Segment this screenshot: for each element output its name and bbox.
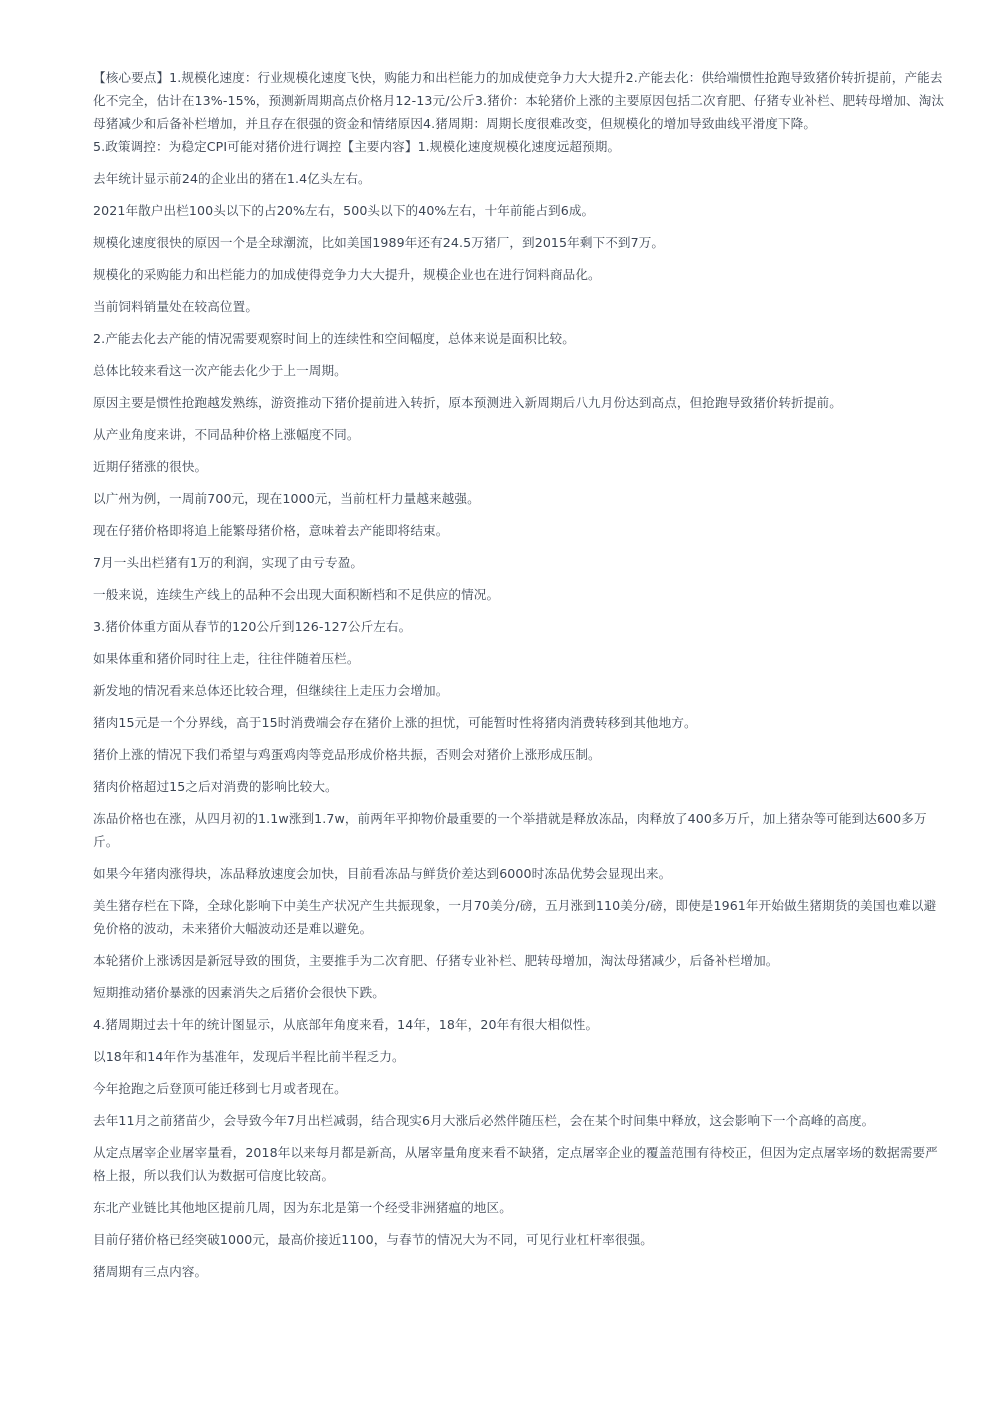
body-paragraph: 猪价上涨的情况下我们希望与鸡蛋鸡肉等竞品形成价格共振，否则会对猪价上涨形成压制。 bbox=[93, 747, 601, 762]
core-points-paragraph: 【核心要点】1.规模化速度：行业规模化速度飞快，购能力和出栏能力的加成使竞争力大大提升2.产能去化：供给端惯性抢跑导致猪价转折提前，产能去化不完全，估计在13%-15%，预测新周期高点价格月12-13元/公斤3.猪价：本轮猪价上涨的主要原因包括二次育肥、仔猪专业补栏、肥转母增加、淘汰母猪减少和后备补栏增加，并且存在很强的资金和情绪原因4.猪周期：周期长度很难改变，但规模化的增加导致曲线平滑度下降。 bbox=[93, 70, 945, 131]
body-paragraph: 从定点屠宰企业屠宰量看，2018年以来每月都是新高，从屠宰量角度来看不缺猪，定点屠宰企业的覆盖范围有待校正，但因为定点屠宰场的数据需要严格上报，所以我们认为数据可信度比较高。 bbox=[93, 1145, 938, 1183]
body-paragraph: 新发地的情况看来总体还比较合理，但继续往上走压力会增加。 bbox=[93, 683, 449, 698]
body-paragraph: 一般来说，连续生产线上的品种不会出现大面积断档和不足供应的情况。 bbox=[93, 587, 500, 602]
body-paragraph: 今年抢跑之后登顶可能迁移到七月或者现在。 bbox=[93, 1081, 347, 1096]
body-paragraph: 以广州为例，一周前700元，现在1000元，当前杠杆力量越来越强。 bbox=[93, 491, 480, 506]
body-paragraph: 猪肉价格超过15之后对消费的影响比较大。 bbox=[93, 779, 338, 794]
body-paragraph: 7月一头出栏猪有1万的利润，实现了由亏专盈。 bbox=[93, 555, 364, 570]
body-paragraph: 从产业角度来讲，不同品种价格上涨幅度不同。 bbox=[93, 427, 360, 442]
body-paragraph: 2021年散户出栏100头以下的占20%左右，500头以下的40%左右，十年前能占到6成。 bbox=[93, 203, 595, 218]
section-heading-paragraph: 3.猪价体重方面从春节的120公斤到126-127公斤左右。 bbox=[93, 619, 412, 634]
body-paragraph: 5.政策调控：为稳定CPI可能对猪价进行调控【主要内容】1.规模化速度规模化速度远超预期。 bbox=[93, 139, 621, 154]
body-paragraph: 如果体重和猪价同时往上走，往往伴随着压栏。 bbox=[93, 651, 360, 666]
body-paragraph: 本轮猪价上涨诱因是新冠导致的围货，主要推手为二次育肥、仔猪专业补栏、肥转母增加，淘汰母猪减少，后备补栏增加。 bbox=[93, 953, 779, 968]
body-paragraph: 以18年和14年作为基准年，发现后半程比前半程乏力。 bbox=[93, 1049, 405, 1064]
section-heading-paragraph: 2.产能去化去产能的情况需要观察时间上的连续性和空间幅度，总体来说是面积比较。 bbox=[93, 331, 575, 346]
body-paragraph: 美生猪存栏在下降，全球化影响下中美生产状况产生共振现象，一月70美分/磅，五月涨到110美分/磅，即使是1961年开始做生猪期货的美国也难以避免价格的波动，未来猪价大幅波动还是难以避免。 bbox=[93, 898, 937, 936]
section-heading-paragraph: 4.猪周期过去十年的统计图显示，从底部年角度来看，14年，18年，20年有很大相似性。 bbox=[93, 1017, 599, 1032]
body-paragraph: 如果今年猪肉涨得块，冻品释放速度会加快，目前看冻品与鲜货价差达到6000时冻品优势会显现出来。 bbox=[93, 866, 672, 881]
body-paragraph: 猪肉15元是一个分界线，高于15时消费端会存在猪价上涨的担忧，可能暂时性将猪肉消费转移到其他地方。 bbox=[93, 715, 697, 730]
body-paragraph: 去年统计显示前24的企业出的猪在1.4亿头左右。 bbox=[93, 171, 371, 186]
body-paragraph: 现在仔猪价格即将追上能繁母猪价格，意味着去产能即将结束。 bbox=[93, 523, 449, 538]
body-paragraph: 原因主要是惯性抢跑越发熟练，游资推动下猪价提前进入转折，原本预测进入新周期后八九月份达到高点，但抢跑导致猪价转折提前。 bbox=[93, 395, 842, 410]
body-paragraph: 当前饲料销量处在较高位置。 bbox=[93, 299, 259, 314]
body-paragraph: 目前仔猪价格已经突破1000元，最高价接近1100，与春节的情况大为不同，可见行业杠杆率很强。 bbox=[93, 1232, 653, 1247]
body-paragraph: 总体比较来看这一次产能去化少于上一周期。 bbox=[93, 363, 347, 378]
body-paragraph: 东北产业链比其他地区提前几周，因为东北是第一个经受非洲猪瘟的地区。 bbox=[93, 1200, 512, 1215]
body-paragraph: 规模化速度很快的原因一个是全球潮流，比如美国1989年还有24.5万猪厂，到2015年剩下不到7万。 bbox=[93, 235, 665, 250]
body-paragraph: 规模化的采购能力和出栏能力的加成使得竞争力大大提升，规模企业也在进行饲料商品化。 bbox=[93, 267, 601, 282]
body-paragraph: 去年11月之前猪苗少，会导致今年7月出栏减弱，结合现实6月大涨后必然伴随压栏，会在某个时间集中释放，这会影响下一个高峰的高度。 bbox=[93, 1113, 875, 1128]
document-body bbox=[93, 66, 945, 1292]
body-paragraph: 近期仔猪涨的很快。 bbox=[93, 459, 208, 474]
body-paragraph: 短期推动猪价暴涨的因素消失之后猪价会很快下跌。 bbox=[93, 985, 385, 1000]
body-paragraph: 冻品价格也在涨，从四月初的1.1w涨到1.7w，前两年平抑物价最重要的一个举措就是释放冻品，肉释放了400多万斤，加上猪杂等可能到达600多万斤。 bbox=[93, 811, 927, 849]
body-paragraph: 猪周期有三点内容。 bbox=[93, 1264, 208, 1279]
